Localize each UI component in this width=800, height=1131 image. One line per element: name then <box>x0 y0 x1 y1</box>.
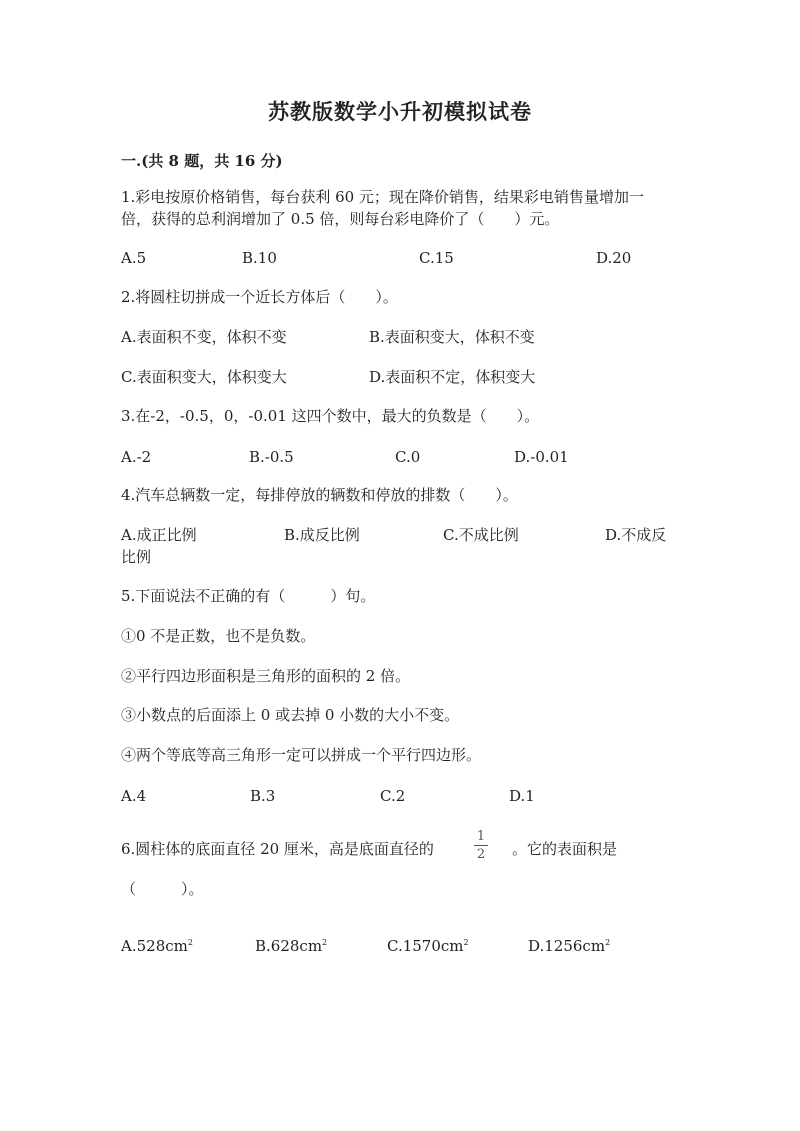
q3-stem: 3.在-2，-0.5，0，-0.01 这四个数中，最大的负数是（ ）。 <box>121 407 540 425</box>
fraction-denominator: 2 <box>476 847 486 862</box>
q2-option-b[interactable]: B.表面积变大，体积不变 <box>369 328 535 346</box>
q5-statement-3: ③小数点的后面添上 0 或去掉 0 小数的大小不变。 <box>121 706 460 724</box>
q2-option-a[interactable]: A.表面积不变，体积不变 <box>121 328 287 346</box>
q1-stem-line-1: 1.彩电按原价格销售，每台获利 60 元；现在降价销售，结果彩电销售量增加一 <box>121 188 644 206</box>
q6-option-a[interactable] <box>121 932 193 957</box>
q3-option-d[interactable]: D.-0.01 <box>514 448 569 466</box>
section-heading: 一.(共 8 题，共 16 分) <box>121 152 283 170</box>
q6-option-d-sup: 2 <box>605 938 611 947</box>
q5-option-d[interactable]: D.1 <box>509 787 535 805</box>
q6-option-b[interactable] <box>255 932 327 957</box>
q1-option-a[interactable]: A.5 <box>121 249 147 267</box>
q6-option-c-text: C.1570cm <box>387 937 464 955</box>
q5-statement-1: ①0 不是正数，也不是负数。 <box>121 627 316 645</box>
q2-option-c[interactable]: C.表面积变大，体积变大 <box>121 368 287 386</box>
fraction-numerator: 1 <box>476 829 486 844</box>
q4-option-d-wrap: 比例 <box>121 548 152 566</box>
q5-option-c[interactable]: C.2 <box>380 787 406 805</box>
q3-option-a[interactable]: A.-2 <box>121 448 152 466</box>
q5-option-b[interactable]: B.3 <box>250 787 276 805</box>
q6-option-a-text: A.528cm <box>121 937 188 955</box>
q5-option-a[interactable]: A.4 <box>121 787 147 805</box>
fraction-bar <box>474 845 488 846</box>
q4-option-c[interactable]: C.不成比例 <box>443 526 519 544</box>
q2-stem: 2.将圆柱切拼成一个近长方体后（ ）。 <box>121 288 398 306</box>
q1-option-b[interactable]: B.10 <box>242 249 277 267</box>
q6-option-b-text: B.628cm <box>255 937 323 955</box>
q5-statement-4: ④两个等底等高三角形一定可以拼成一个平行四边形。 <box>121 746 482 764</box>
q6-option-d-text: D.1256cm <box>528 937 606 955</box>
fraction-one-half <box>472 829 490 862</box>
q6-stem-part-2: 。它的表面积是 <box>512 840 618 858</box>
q6-option-c[interactable] <box>387 932 469 957</box>
q4-option-a[interactable]: A.成正比例 <box>121 526 197 544</box>
q2-option-d[interactable]: D.表面积不定，体积变大 <box>369 368 536 386</box>
q1-option-d[interactable]: D.20 <box>596 249 632 267</box>
q4-stem: 4.汽车总辆数一定，每排停放的辆数和停放的排数（ ）。 <box>121 486 518 504</box>
q5-stem: 5.下面说法不正确的有（ ）句。 <box>121 587 376 605</box>
q6-stem-part-3: （ ）。 <box>121 880 204 898</box>
q6-stem-part-1: 6.圆柱体的底面直径 20 厘米，高是底面直径的 <box>121 840 434 858</box>
q6-option-c-sup: 2 <box>463 938 469 947</box>
q4-option-d[interactable]: D.不成反 <box>605 526 667 544</box>
exam-title: 苏教版数学小升初模拟试卷 <box>268 99 532 124</box>
q6-option-b-sup: 2 <box>322 938 328 947</box>
q1-option-c[interactable]: C.15 <box>419 249 454 267</box>
q1-stem-line-2: 倍，获得的总利润增加了 0.5 倍，则每台彩电降价了（ ）元。 <box>121 210 560 228</box>
q4-option-b[interactable]: B.成反比例 <box>284 526 360 544</box>
q5-statement-2: ②平行四边形面积是三角形的面积的 2 倍。 <box>121 667 411 685</box>
q3-option-c[interactable]: C.0 <box>395 448 421 466</box>
q6-option-a-sup: 2 <box>187 938 193 947</box>
q6-option-d[interactable] <box>528 932 610 957</box>
q3-option-b[interactable]: B.-0.5 <box>249 448 294 466</box>
